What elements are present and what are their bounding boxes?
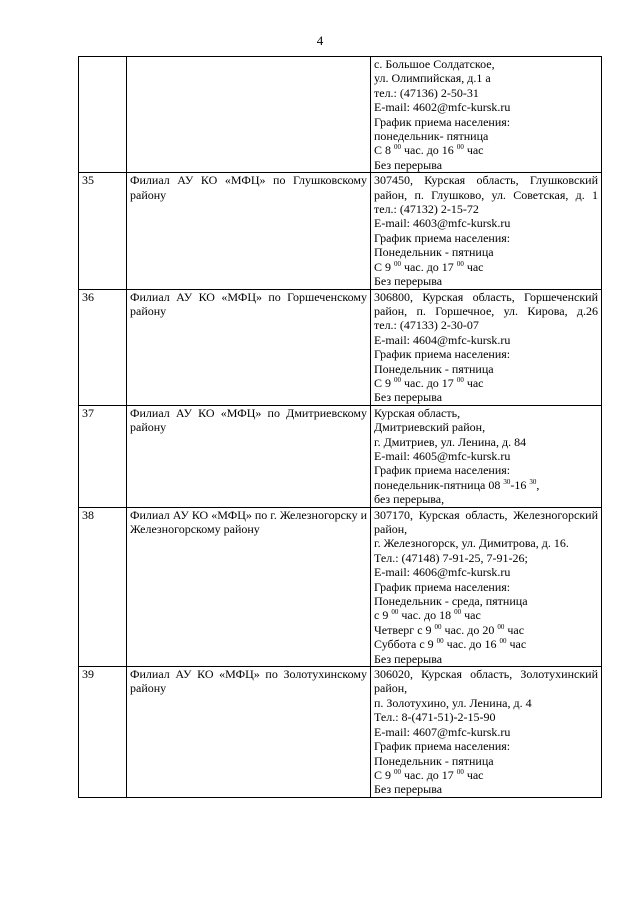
info-line: E-mail: 4606@mfc-kursk.ru <box>374 565 511 580</box>
info-line: С 9 $^{00}$ час. до 17 $^{00}$ час <box>374 767 484 782</box>
branch-contact-info <box>371 667 602 798</box>
info-line: Без перерыва <box>374 157 443 172</box>
table-row <box>79 405 602 507</box>
info-line: Четверг с 9 $^{00}$ час. до 20 $^{00}$ час <box>374 622 525 637</box>
info-line: Без перерыва <box>374 782 443 797</box>
info-line: E-mail: 4605@mfc-kursk.ru <box>374 448 511 463</box>
row-number: 36 <box>79 289 127 405</box>
info-line: тел.: (47132) 2-15-72 <box>374 202 479 217</box>
info-line: E-mail: 4604@mfc-kursk.ru <box>374 332 511 347</box>
branch-name <box>127 57 371 173</box>
info-line: г. Железногорск, ул. Димитрова, д. 16. <box>374 536 569 551</box>
page-number: 4 <box>316 33 324 48</box>
table-row <box>79 173 602 289</box>
info-line: Курская область, <box>374 405 461 420</box>
info-line: С 9 $^{00}$ час. до 17 $^{00}$ час <box>374 259 484 274</box>
branches-table <box>78 56 602 798</box>
info-line: с. Большое Солдатское, <box>374 57 495 71</box>
info-line: Без перерыва <box>374 651 443 666</box>
info-line: График приема населения: <box>374 347 511 362</box>
branch-contact-info <box>371 289 602 405</box>
info-line: тел.: (47133) 2-30-07 <box>374 318 479 333</box>
row-number: 37 <box>79 405 127 507</box>
info-line: п. Золотухино, ул. Ленина, д. 4 <box>374 695 532 710</box>
info-line: График приема населения: <box>374 739 511 754</box>
branch-name: Филиал АУ КО «МФЦ» по Горшеченскому району <box>127 289 371 405</box>
info-line: Без перерыва <box>374 274 443 289</box>
info-line: Понедельник - пятница <box>374 245 494 260</box>
row-number <box>79 57 127 173</box>
info-line: Без перерыва <box>374 390 443 405</box>
info-line: без перерыва, <box>374 492 445 507</box>
branch-contact-info <box>371 507 602 666</box>
branch-name: Филиал АУ КО «МФЦ» по г. Железногорску и Железногорскому району <box>127 507 371 666</box>
branch-name: Филиал АУ КО «МФЦ» по Глушковскому району <box>127 173 371 289</box>
info-line: понедельник- пятница <box>374 129 489 144</box>
info-line: E-mail: 4607@mfc-kursk.ru <box>374 724 511 739</box>
info-line: с 9 $^{00}$ час. до 18 $^{00}$ час <box>374 608 481 623</box>
row-number: 39 <box>79 667 127 798</box>
info-line: Тел.: (47148) 7-91-25, 7-91-26; <box>374 550 528 565</box>
table-row <box>79 57 602 173</box>
info-line: С 9 $^{00}$ час. до 17 $^{00}$ час <box>374 375 484 390</box>
info-line: С 8 $^{00}$ час. до 16 $^{00}$ час <box>374 143 484 158</box>
branch-name: Филиал АУ КО «МФЦ» по Золотухинскому району <box>127 667 371 798</box>
table-row <box>79 289 602 405</box>
branch-contact-info <box>371 405 602 507</box>
info-line: Дмитриевский район, <box>374 420 486 435</box>
info-line: Тел.: 8-(471-51)-2-15-90 <box>374 710 496 725</box>
info-line: E-mail: 4603@mfc-kursk.ru <box>374 216 511 231</box>
info-line: ул. Олимпийская, д.1 а <box>374 71 491 86</box>
info-line: Понедельник - пятница <box>374 361 494 376</box>
info-line: График приема населения: <box>374 230 511 245</box>
table-row <box>79 507 602 666</box>
info-line: 307450, Курская область, Глушковский район, п. Глушково, ул. Советская, д. 1 <box>374 173 598 202</box>
info-line: E-mail: 4602@mfc-kursk.ru <box>374 100 511 115</box>
info-line: г. Дмитриев, ул. Ленина, д. 84 <box>374 434 527 449</box>
info-line: График приема населения: <box>374 579 511 594</box>
info-line: Понедельник - среда, пятница <box>374 594 528 609</box>
branch-contact-info <box>371 57 602 173</box>
info-line: 306020, Курская область, Золотухинский район, <box>374 667 598 696</box>
info-line: понедельник-пятница 08 $^{30}$-16 $^{30}$, <box>374 477 540 492</box>
info-line: 306800, Курская область, Горшеченский район, п. Горшечное, ул. Кирова, д.26 <box>374 289 598 318</box>
branch-contact-info <box>371 173 602 289</box>
info-line: График приема населения: <box>374 114 511 129</box>
info-line: 307170, Курская область, Железногорский район, <box>374 507 598 536</box>
info-line: Понедельник - пятница <box>374 753 494 768</box>
row-number: 35 <box>79 173 127 289</box>
table-row <box>79 667 602 798</box>
info-line: Суббота с 9 $^{00}$ час. до 16 $^{00}$ час <box>374 637 527 652</box>
branch-name: Филиал АУ КО «МФЦ» по Дмитриевскому району <box>127 405 371 507</box>
info-line: тел.: (47136) 2-50-31 <box>374 85 479 100</box>
row-number: 38 <box>79 507 127 666</box>
info-line: График приема населения: <box>374 463 511 478</box>
